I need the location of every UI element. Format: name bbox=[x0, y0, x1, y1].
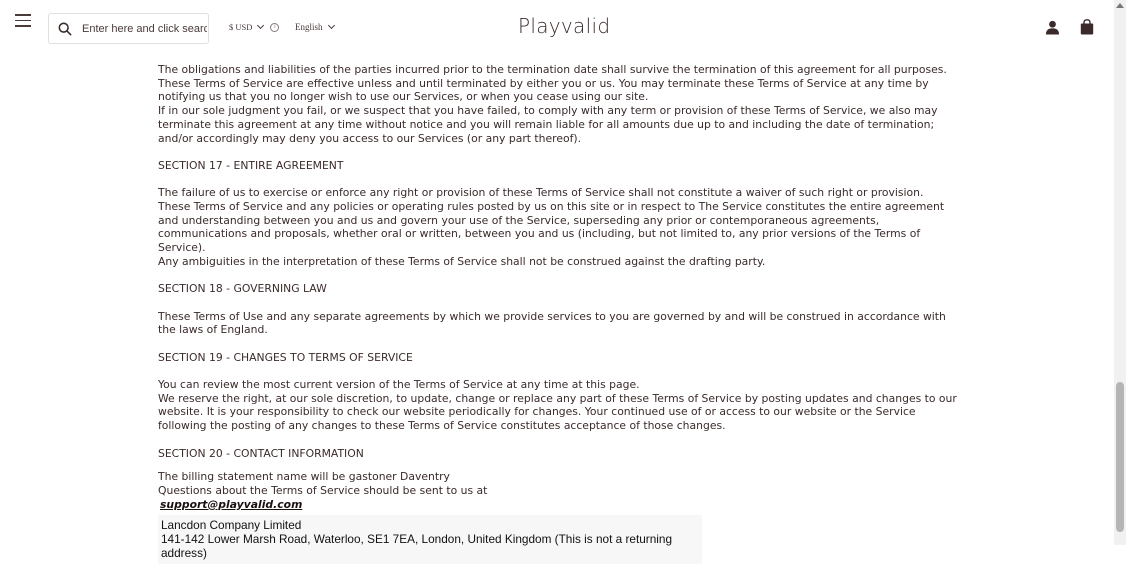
search-icon[interactable] bbox=[58, 22, 72, 36]
account-icon[interactable] bbox=[1045, 20, 1060, 35]
paragraph: Questions about the Terms of Service should be sent to us at bbox=[158, 483, 488, 497]
section-20-title: SECTION 20 - CONTACT INFORMATION bbox=[158, 446, 364, 460]
scrollbar-thumb[interactable] bbox=[1116, 382, 1124, 532]
section-19-title: SECTION 19 - CHANGES TO TERMS OF SERVICE bbox=[158, 350, 413, 364]
search-input[interactable] bbox=[82, 23, 207, 35]
site-logo[interactable]: Playvalid bbox=[518, 14, 611, 38]
support-email-link[interactable]: support@playvalid.com bbox=[160, 497, 303, 511]
paragraph: These Terms of Service are effective unless and until terminated by either you or us. You may terminate these Terms of Service at any time by notifying us that you no longer wish to use our Services, or when you cease using our site. bbox=[158, 76, 929, 104]
paragraph: The failure of us to exercise or enforce any right or provision of these Terms of Service shall not constitute a waiver of such right or provision. bbox=[158, 186, 924, 200]
paragraph: We reserve the right, at our sole discretion, to update, change or replace any part of these Terms of Service by posting updates and changes to our website. It is your responsibility to check our website periodically for changes. Your continued use of or access to our website or the Service following the posting of any changes to these Terms of Service constitutes acceptance of those changes. bbox=[158, 391, 957, 433]
chevron-down-icon bbox=[327, 22, 334, 29]
company-name: Lancdon Company Limited bbox=[161, 518, 302, 533]
shopping-bag-icon[interactable] bbox=[1080, 19, 1094, 35]
currency-label: $ USD bbox=[229, 22, 253, 32]
paragraph: Any ambiguities in the interpretation of these Terms of Service shall not be construed against the drafting party. bbox=[158, 254, 766, 268]
company-address: 141-142 Lower Marsh Road, Waterloo, SE1 7EA, London, United Kingdom (This is not a returning address) bbox=[161, 532, 673, 561]
terms-content bbox=[158, 63, 963, 564]
paragraph: You can review the most current version of the Terms of Service at any time at this page. bbox=[158, 378, 640, 392]
chevron-down-icon bbox=[257, 22, 264, 29]
paragraph: The obligations and liabilities of the parties incurred prior to the termination date shall survive the termination of this agreement for all purposes. bbox=[158, 63, 947, 76]
info-icon[interactable]: i bbox=[270, 23, 279, 32]
section-17-title: SECTION 17 - ENTIRE AGREEMENT bbox=[158, 158, 344, 172]
language-label: English bbox=[295, 22, 323, 32]
paragraph: The billing statement name will be gastoner Daventry bbox=[158, 470, 450, 484]
currency-selector[interactable] bbox=[229, 22, 279, 32]
scroll-up-arrow-icon[interactable] bbox=[1116, 3, 1124, 8]
page-scrollbar[interactable] bbox=[1114, 0, 1126, 545]
search-box[interactable] bbox=[48, 13, 209, 44]
paragraph: These Terms of Service and any policies or operating rules posted by us on this site or in respect to The Service constitutes the entire agreement and understanding between you and us and govern your use of the Service, superseding any prior or contemporaneous agreements, communications and proposals, whether oral or written, between you and us (including, but not limited to, any prior versions of the Terms of Service). bbox=[158, 200, 945, 255]
section-18-title: SECTION 18 - GOVERNING LAW bbox=[158, 282, 327, 296]
company-address-box bbox=[158, 515, 702, 564]
paragraph: These Terms of Use and any separate agreements by which we provide services to you are governed by and will be construed in accordance with the laws of England. bbox=[158, 309, 946, 337]
menu-icon[interactable] bbox=[15, 14, 31, 28]
paragraph: If in our sole judgment you fail, or we suspect that you have failed, to comply with any term or provision of these Terms of Service, we also may terminate this agreement at any time without notice and you will remain liable for all amounts due up to and including the date of termination; and/or accordingly may deny you access to our Services (or any part thereof). bbox=[158, 104, 938, 145]
site-header bbox=[0, 0, 1114, 56]
language-selector[interactable] bbox=[295, 22, 334, 32]
